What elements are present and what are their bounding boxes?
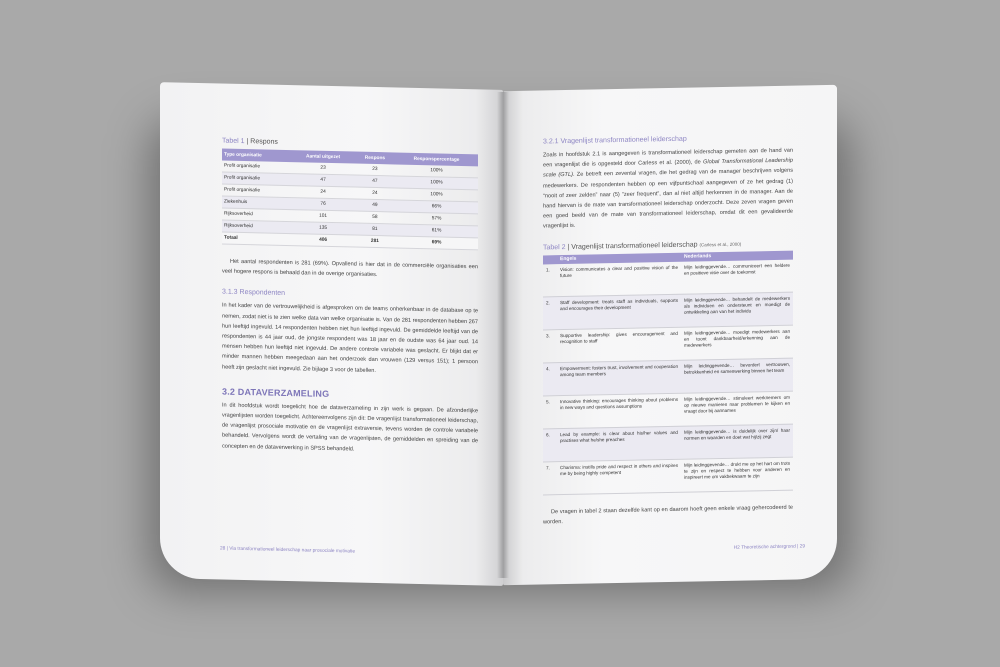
table2-header: Nederlands — [681, 250, 793, 261]
table-cell: Profit organisatie — [222, 184, 291, 198]
table-row — [543, 424, 793, 462]
table-cell-nl: Mijn leidinggevende… is duidelijk over zijn/ haar normen en waarden en doet wat hij/zij zegt — [681, 424, 793, 459]
table-cell-n: 2. — [543, 296, 557, 329]
section-heading-vragenlijst: 3.2.1 Vragenlijst transformationeel leiderschap — [543, 135, 687, 146]
table-cell: 57% — [395, 212, 478, 226]
gtl-paragraph-part2: . Ze betreft een zevental vragen, die het gedrag van de manager beschrijven volgens medewerkers. De respondenten hebben op een vijfpuntschaal aangegeven of ze het gedrag (1) “nooit of zeer zelden” naar (5) “zeer frequent”, dan al niet altijd herkennen in de manager. Aan de hand hiervan is de mate van transformationeel leiderschap onderzocht. Deze zeven vragen geven een goed beeld van de mate van transformationeel leiderschap, omdat dit een gevalideerde vragenlijst is. — [543, 168, 793, 230]
table-cell-en: Charisma: instills pride and respect in others and inspires me by being highly competent — [557, 459, 681, 494]
table-cell: 24 — [355, 187, 395, 200]
table2-caption-label: Tabel 2 — [543, 243, 566, 252]
table-total-cell: Totaal — [222, 232, 291, 246]
table1-caption-sep: | — [244, 138, 251, 146]
table-cell: 135 — [291, 222, 354, 235]
table-cell-nl: Mijn leidinggevende… drukt me op het hart om trots te zijn en respect te hebben voor anderen en inspireert me om vakbekwaam te zijn — [681, 457, 793, 492]
table-cell-nl: Mijn leidinggevende… moedigt medewerkers aan en toont dankbaarheid/erkenning aan de medewerkers — [681, 325, 793, 360]
right-page-content — [543, 134, 793, 528]
table1-header: Type organisatie — [222, 149, 291, 163]
table2-caption-sep: | — [565, 243, 572, 251]
table-cell-en: Innovative thinking: encourages thinking about problems in new ways and questions assumptions — [557, 393, 681, 428]
table1-caption-title: Respons — [250, 138, 278, 146]
table-cell: 23 — [291, 162, 354, 175]
response-table — [222, 149, 478, 251]
table-cell: Ziekenhuis — [222, 196, 291, 210]
left-page-content — [222, 138, 478, 458]
table-cell-en: Lead by example: is clear about his/her values and practises what he/she preaches — [557, 426, 681, 461]
table-total-cell: 406 — [291, 234, 354, 247]
table-cell-n: 7. — [543, 461, 557, 494]
gtl-paragraph-part1: Zoals in hoofdstuk 2.1 is aangegeven is transformationeel leiderschap gemeten aan de hand van een vragenlijst die is opgesteld door Carless et al. (2000), de — [543, 147, 793, 169]
table2-caption — [543, 239, 793, 251]
table-row — [543, 325, 793, 363]
table-cell-n: 5. — [543, 395, 557, 428]
table2-header: Engels — [557, 252, 681, 263]
table-cell-nl: Mijn leidinggevende… behandelt de medewerkers als individuen en ondersteunt en moedigt de ontwikkeling aan van het individu — [681, 292, 793, 327]
table-cell-en: Empowerment: fosters trust, involvement and cooperation among team members — [557, 360, 681, 395]
table-row — [543, 292, 793, 330]
table1-header: Respons — [355, 152, 395, 165]
table2-caption-title: Vragenlijst transformationeel leiderschap — [571, 241, 698, 251]
left-page — [160, 82, 503, 586]
dataverzameling-paragraph: In dit hoofdstuk wordt toegelicht hoe de dataverzameling in zijn werk is gegaan. De afzonderlijke vragenlijsten worden toegelicht. Achtereenvolgens zijn dit: De vragenlijst transformationeel leiderschap, de vragenlijst prosociale motivatie en de vragenlijst extraversie, tevens worden de controle variabele behandeld. Vervolgens wordt de vertaling van de vragenlijsten, de gemiddelden en spreiding van de concepten en de dataverwerking in SPSS behandeld. — [222, 402, 478, 453]
table-cell-n: 3. — [543, 329, 557, 362]
table-cell-n: 4. — [543, 362, 557, 395]
table-cell-n: 1. — [543, 264, 557, 297]
table-row — [543, 457, 793, 495]
table2-caption-source: (Carless et al., 2000) — [699, 241, 742, 248]
table-cell-nl: Mijn leidinggevende… stimuleert werknemers om op nieuwe manieren naar problemen te kijken en vraagt door bij aannames — [681, 391, 793, 426]
table-cell: 47 — [355, 175, 395, 188]
table-cell-nl: Mijn leidinggevende… bevordert vertrouwen, betrokkenheid en samenwerking binnen het team — [681, 358, 793, 393]
table-cell: 24 — [291, 186, 354, 199]
table-cell: 61% — [395, 224, 478, 238]
table-cell-nl: Mijn leidinggevende… communiceert een heldere en positieve visie over de toekomst — [681, 259, 793, 294]
table-cell: 101 — [291, 210, 354, 223]
section-heading-respondenten: 3.1.3 Respondenten — [222, 288, 286, 298]
leadership-questionnaire-table — [543, 250, 793, 495]
table-row — [543, 358, 793, 396]
table-cell-en: Supportive leadership: gives encouragement and recognition to staff — [557, 327, 681, 362]
table-cell: Rijksoverheid — [222, 220, 291, 234]
right-page — [503, 85, 837, 585]
table-cell: 49 — [355, 199, 395, 212]
table-cell: Profit organisatie — [222, 161, 291, 174]
respondenten-paragraph: In het kader van de vertrouwelijkheid is afgesproken om de teams onherkenbaar in de database op te nemen, zodat niet is te zien welke data van welke organisatie is. Van de 281 respondenten hebben 267 hun leeftijd ingevuld. 14 respondenten hebben niet hun leeftijd ingevuld. De gemiddelde leeftijd van de respondenten is 44 jaar oud, de jongste respondent was 18 jaar en de oudste was 64 jaar oud. 14 mensen hebben hun leeftijd niet ingevuld. De andere controle variabele was geslacht. Er blijkt dat er minder mannen hebben meegedaan aan het onderzoek dan vrouwen (129 versus 151); 1 persoon heeft zijn geslacht niet ingevuld. Zie bijlage 3 voor de tabellen. — [222, 302, 478, 374]
table-cell: 58 — [355, 211, 395, 224]
hercodering-paragraph: De vragen in tabel 2 staan dezelfde kant op en daarom hoeft geen enkele vraag gehercodeerd te worden. — [543, 504, 793, 526]
table-total-cell: 281 — [355, 235, 395, 248]
table-cell: 81 — [355, 223, 395, 236]
table-cell: Rijksoverheid — [222, 208, 291, 222]
table-cell: 100% — [395, 188, 478, 202]
table-cell: 66% — [395, 200, 478, 214]
gtl-scale-name: Global Transformational Leadership scale (GTL) — [543, 157, 793, 179]
table-cell-en: Vision: communicates a clear and positive vision of the future — [557, 261, 681, 296]
table1-header: Aantal uitgezet — [291, 150, 354, 163]
left-page-footer: 28 | Via transformationeel leiderschap naar prosociale motivatie — [220, 546, 356, 555]
section-heading-dataverzameling: 3.2 DATAVERZAMELING — [222, 386, 330, 399]
table-row — [543, 259, 793, 296]
gtl-paragraph — [543, 146, 793, 232]
right-page-footer: H2 Theoretische achtergrond | 29 — [733, 544, 805, 551]
table1-caption-label: Tabel 1 — [222, 137, 245, 146]
table-cell: 100% — [395, 164, 478, 177]
table2-header-number — [543, 255, 557, 264]
table-cell-en: Staff development: treats staff as individuals, supports and encourages their development — [557, 294, 681, 329]
table-cell: 76 — [291, 198, 354, 211]
table-row — [543, 391, 793, 429]
table-cell: 47 — [291, 174, 354, 187]
respons-paragraph: Het aantal respondenten is 281 (69%). Opvallend is hier dat in de commerciële organisaties een veel hogere respons is behaald dan in de overige organisaties. — [222, 258, 478, 279]
table-total-cell: 69% — [395, 236, 478, 250]
table-cell: 100% — [395, 176, 478, 190]
book-gutter — [497, 92, 509, 578]
table-cell: Profit organisatie — [222, 172, 291, 186]
table-cell-n: 6. — [543, 428, 557, 461]
table1-header: Responspercentage — [395, 152, 478, 166]
table-cell: 23 — [355, 164, 395, 176]
